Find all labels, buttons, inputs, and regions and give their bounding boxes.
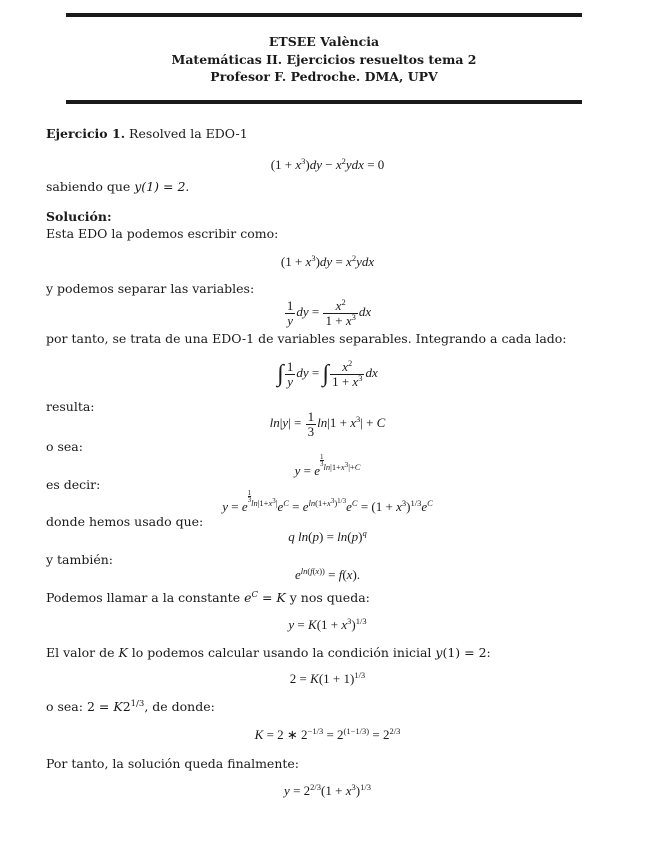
paragraph-es-decir: es decir: [46, 477, 101, 492]
equation-final-solution: $y = 2^{2/3}(1 + x^3)^{1/3}$ [284, 782, 371, 798]
equation-log-property: q $\ln(p) = \ln(p)^q$ [288, 528, 367, 544]
paragraph-integrate: por tanto, se trata de una EDO-1 de variables separables. Integrando a cada lado: [46, 331, 567, 346]
equation-edo: $(1 + x^3)dy - x^2ydx = 0$ [270, 156, 385, 172]
solution-heading: Solución: [46, 209, 112, 224]
equation-exp-log: $e^{ln(f(x))} = f(x)$. [294, 566, 361, 582]
equation-rewritten: $(1 + x^3)dy = x^2ydx$ [280, 253, 375, 269]
header-course: Matemáticas II. Ejercicios resueltos tema 2 [171, 51, 477, 67]
equation-expanded: y = e $^{\frac{1}{3} ln|1+x^3|}e^C = e^{ln(1+x^3)^{1/3}}e^C = (1 + x^3)^{1/3}e^C$ [222, 489, 433, 514]
exercise-label: Ejercicio 1. [46, 126, 126, 141]
paragraph-de-donde: o sea: $2 = K2^{1/3}$, de donde: [46, 699, 215, 714]
paragraph-o-sea: o sea: [46, 439, 83, 454]
paragraph-valor-k: El valor de K lo podemos calcular usando la condición inicial y(1) = 2: [46, 645, 491, 660]
exercise-text: Resolved la EDO-1 [129, 126, 248, 141]
exercise-statement [46, 126, 248, 142]
equation-k-condition: $2 = K(1 + 1)^{1/3}$ [289, 670, 366, 686]
equation-general-solution: $y = K(1 + x^3)^{1/3}$ [288, 616, 367, 632]
paragraph-result: resulta: [46, 399, 95, 414]
equation-exp: y = e $^{\frac{1}{3} ln|1+x^3|+C}$ [294, 453, 361, 478]
header-institution: ETSEE València [268, 34, 380, 49]
document-header [66, 33, 582, 86]
paragraph-hemos-usado: donde hemos usado que: [46, 514, 204, 529]
paragraph-final: Por tanto, la solución queda finalmente: [46, 756, 300, 771]
initial-condition: sabiendo que y(1) = 2. [46, 179, 190, 194]
paragraph-rewrite: Esta EDO la podemos escribir como: [46, 226, 279, 241]
header-top-rule [66, 13, 582, 17]
paragraph-y-tambien: y también: [46, 552, 114, 567]
equation-integral: ∫ $\frac{1}{y}$ dy = ∫ $\frac{x^2}{1 + x^3}$ dx [277, 357, 378, 389]
header-bottom-rule [66, 100, 582, 104]
equation-log: ln|y| = $\frac{1}{3}$ $\ln|1 + x^3| + C$ [269, 408, 386, 439]
equation-k-value: K = 2 ∗ $2^{-1/3} = 2^{(1-1/3)} = 2^{2/3}$ [254, 726, 401, 742]
paragraph-constante: Podemos llamar a la constante $e^C = K$ y nos queda: [46, 590, 370, 605]
equation-separated: $\frac{1}{y}$ dy = $\frac{x^2}{1 + x^3}$ dx [286, 296, 372, 328]
paragraph-separate: y podemos separar las variables: [46, 281, 255, 296]
header-professor: Profesor F. Pedroche. DMA, UPV [210, 69, 438, 84]
